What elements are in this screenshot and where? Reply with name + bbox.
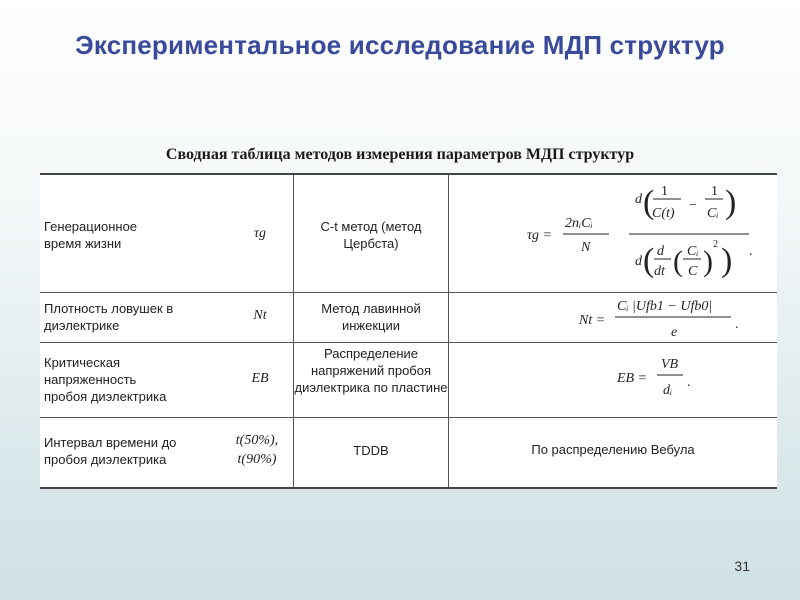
svg-text:−: − — [689, 198, 697, 213]
svg-text:(: ( — [643, 242, 655, 279]
formula-lhs: Nt = — [579, 313, 606, 328]
svg-text:d: d — [657, 244, 664, 259]
parameter-name: Плотность ловушек в диэлектрике — [44, 301, 174, 333]
svg-text:(: ( — [673, 245, 683, 278]
slide-title: Экспериментальное исследование МДП структур — [75, 30, 725, 60]
svg-text:.: . — [687, 375, 691, 390]
parameter-symbol: t(50%), t(90%) — [235, 433, 279, 467]
measurement-method: Метод лавинной инжекции — [321, 301, 421, 333]
formula-num: Cᵢ |Ufb1 − Ufb0| — [617, 299, 713, 314]
formula-lhs: EB = — [617, 371, 648, 386]
formula — [449, 296, 777, 340]
svg-text:C: C — [688, 264, 698, 279]
measurement-method: TDDB — [353, 443, 389, 458]
svg-text:1: 1 — [711, 184, 718, 199]
table-caption: Сводная таблица методов измерения параметров МДП структур — [165, 146, 635, 163]
formula: По распределению Вебула — [531, 442, 695, 457]
parameter-symbol: τg — [253, 226, 266, 241]
svg-text:.: . — [749, 244, 753, 259]
formula-den: e — [671, 325, 678, 340]
svg-text:(: ( — [643, 184, 655, 221]
formula — [449, 183, 777, 283]
table-row — [40, 175, 777, 293]
svg-text:Cᵢ: Cᵢ — [707, 206, 719, 221]
formula-lhs: τg = — [527, 228, 552, 243]
formula-den: dᵢ — [663, 383, 673, 398]
formula-graphic — [449, 183, 777, 283]
parameter-symbol: EB — [251, 371, 269, 386]
methods-table — [40, 173, 777, 489]
page-number: 31 — [734, 558, 750, 574]
parameter-symbol: Nt — [253, 308, 267, 323]
table-row — [40, 342, 777, 418]
table-row — [40, 292, 777, 343]
formula-num-b: N — [581, 240, 591, 255]
svg-text:.: . — [735, 317, 739, 332]
svg-text:): ) — [703, 245, 713, 278]
measurement-method: Распределение напряжений пробоя диэлектрика по пластине — [294, 346, 448, 395]
svg-text:d: d — [635, 192, 642, 207]
parameter-name: Генерационное время жизни — [44, 219, 138, 251]
formula-num-a: 2nᵢCᵢ — [565, 216, 593, 231]
svg-text:Cᵢ: Cᵢ — [687, 244, 699, 259]
svg-text:): ) — [725, 184, 737, 221]
svg-text:1: 1 — [661, 184, 668, 199]
svg-text:2: 2 — [713, 239, 718, 250]
formula-graphic — [449, 296, 777, 340]
svg-text:dt: dt — [654, 264, 665, 279]
svg-text:): ) — [721, 242, 733, 279]
svg-text:C(t): C(t) — [652, 206, 675, 221]
parameter-name: Интервал времени до пробоя диэлектрика — [44, 435, 177, 467]
formula-graphic — [449, 354, 777, 404]
parameter-name: Критическая напряженность пробоя диэлектрика — [44, 355, 167, 404]
table-row — [40, 417, 777, 485]
measurement-method: C-t метод (метод Цербста) — [320, 219, 422, 251]
formula-num: VB — [661, 357, 679, 372]
formula — [449, 354, 777, 404]
svg-text:d: d — [635, 254, 642, 269]
